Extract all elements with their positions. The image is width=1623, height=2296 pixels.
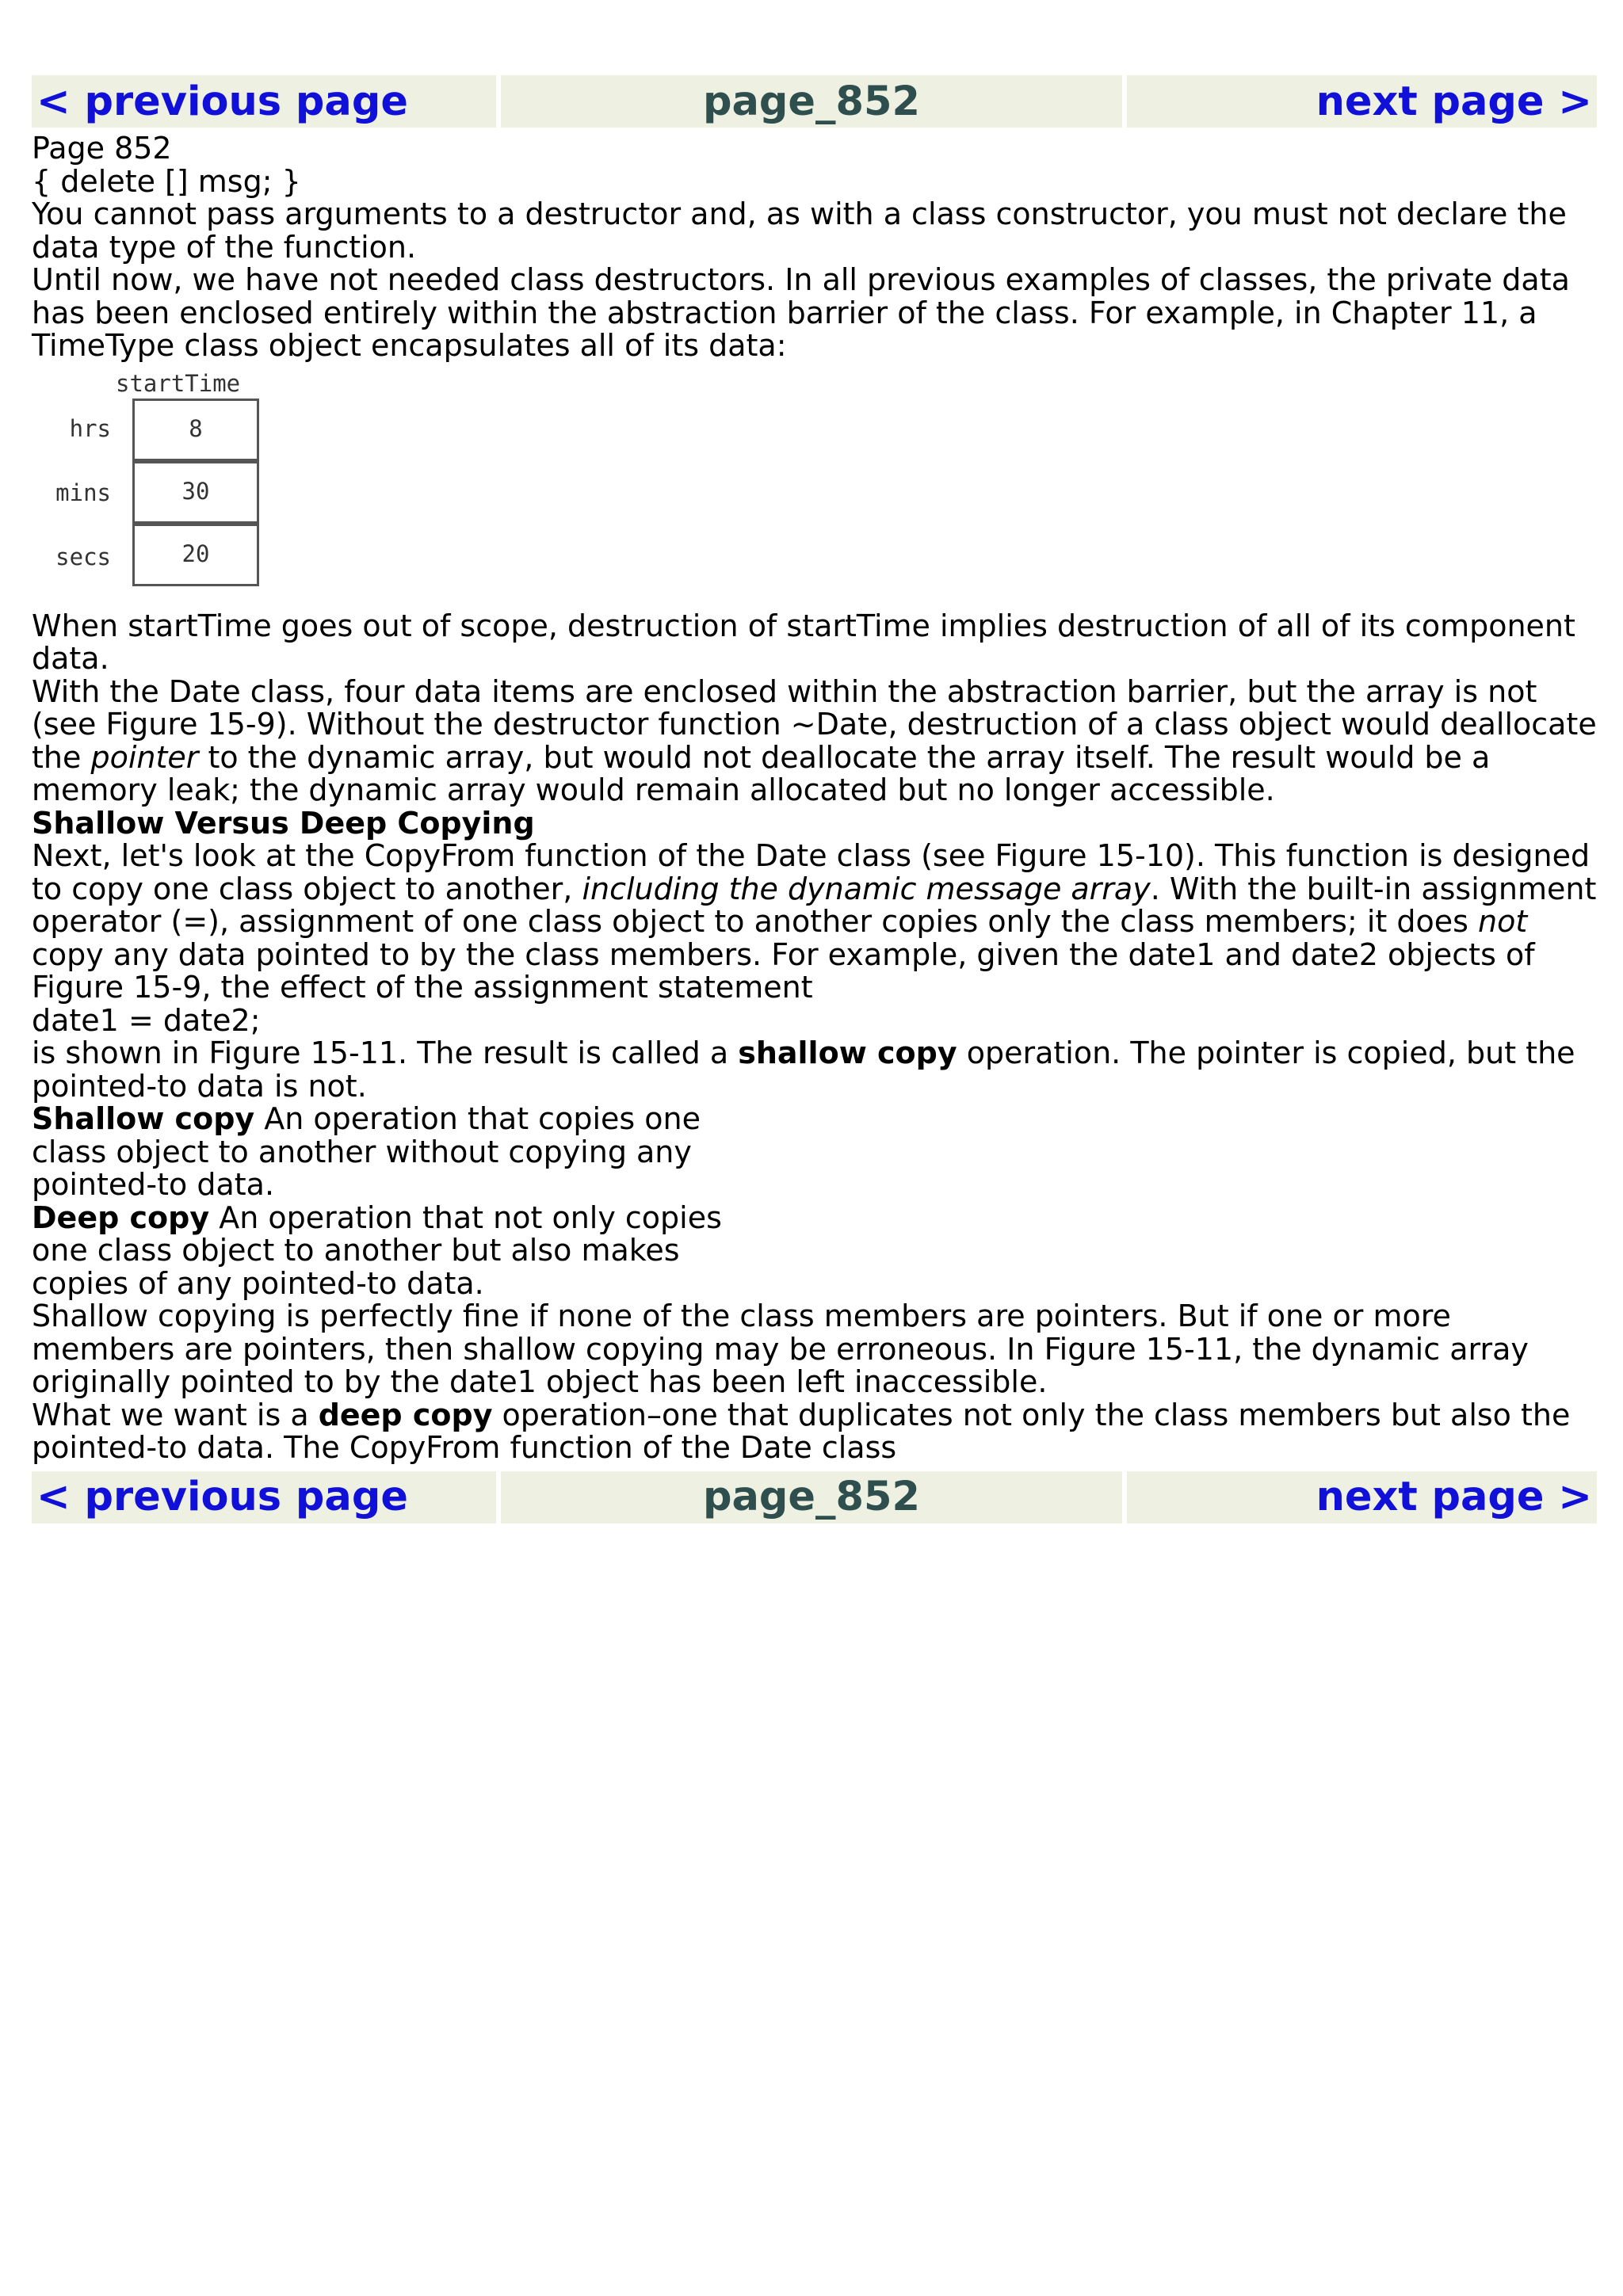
figure-label-secs: secs	[55, 543, 111, 570]
def1-term: Shallow copy	[32, 1101, 255, 1136]
page-content	[32, 132, 1597, 1465]
code-destructor: { delete [] msg; }	[32, 163, 301, 199]
figure-box-hrs	[132, 399, 259, 461]
top-previous-page-link[interactable]: < previous page	[36, 78, 408, 125]
paragraph-copyfrom	[32, 840, 1597, 1005]
def2-text: An operation that not only copies one class object to another but also makes copies of any pointed-to data.	[32, 1199, 722, 1301]
bottom-page-title: page_852	[703, 1474, 920, 1520]
top-page-title-cell	[501, 75, 1122, 128]
paragraph-date-class	[32, 673, 1597, 807]
bottom-next-cell	[1127, 1471, 1597, 1524]
figure-value-secs: 20	[181, 540, 210, 568]
para4-text-b: to the dynamic array, but would not deallocate the array itself. The result would be a memory leak; the dynamic array would remain allocated but no longer accessible.	[32, 739, 1491, 807]
figure-box-secs	[132, 524, 259, 586]
paragraph-deep-copy	[32, 1399, 1597, 1465]
bottom-prev-cell	[32, 1471, 496, 1524]
paragraph-out-of-scope: When startTime goes out of scope, destruction of startTime implies destruction of all of its component data.	[32, 608, 1575, 676]
page-number: Page 852	[32, 131, 172, 166]
para8-text-c: operation–one that duplicates not only the class members but also the pointed-to data. The CopyFrom function of the Date class	[32, 1397, 1571, 1465]
bottom-page-title-cell	[501, 1471, 1122, 1524]
bottom-previous-page-link[interactable]: < previous page	[36, 1474, 408, 1520]
para5-emphasis-not: not	[1478, 904, 1528, 939]
page-container	[32, 75, 1597, 1524]
paragraph-shallow-fine: Shallow copying is perfectly fine if none of the class members are pointers. But if one or more members are pointers, then shallow copying may be erroneous. In Figure 15-11, the dynamic array originally pointed to by the date1 object has been left inaccessible.	[32, 1299, 1529, 1399]
figure-box-mins	[132, 461, 259, 524]
para5-emphasis: including the dynamic message array	[582, 871, 1151, 906]
figure-value-mins: 30	[181, 478, 210, 505]
definition-deep-copy	[32, 1199, 777, 1301]
para5-text-a: Next, let's look at the CopyFrom function of the Date class (see Figure 15-10). This function is designed to copy one class object to another,	[32, 838, 1591, 906]
para6-text-a: is shown in Figure 15-11. The result is called a	[32, 1035, 739, 1070]
para6-bold: shallow copy	[738, 1035, 957, 1070]
top-prev-cell	[32, 75, 496, 128]
para4-text-a: With the Date class, four data items are enclosed within the abstraction barrier, but the array is not (see Figure 15-9). Without the destructor function ~Date, destruction of a class object would deallocate the	[32, 673, 1597, 775]
figure-title: startTime	[116, 369, 241, 397]
def2-term: Deep copy	[32, 1199, 210, 1235]
bottom-next-page-link[interactable]: next page >	[1316, 1474, 1592, 1520]
figure-label-hrs: hrs	[69, 414, 111, 442]
para8-text-a: What we want is a	[32, 1397, 319, 1432]
starttime-figure	[32, 363, 349, 610]
code-assignment: date1 = date2;	[32, 1002, 261, 1038]
section-heading: Shallow Versus Deep Copying	[32, 805, 535, 841]
paragraph-no-destructors: Until now, we have not needed class destructors. In all previous examples of classes, the private data has been enclosed entirely within the abstraction barrier of the class. For example, in Chapter 11, a TimeType class object encapsulates all of its data:	[32, 262, 1570, 363]
para4-emphasis: pointer	[90, 739, 199, 775]
definition-shallow-copy	[32, 1103, 777, 1202]
figure-value-hrs: 8	[189, 415, 203, 443]
para8-bold: deep copy	[318, 1397, 493, 1432]
top-page-title: page_852	[703, 78, 920, 125]
para5-text-c: copy any data pointed to by the class members. For example, given the date1 and date2 objects of Figure 15-9, the effect of the assignment statement	[32, 936, 1535, 1005]
para5-text-b: . With the built-in assignment operator (=), assignment of one class object to another copies only the class members; it does	[32, 871, 1597, 939]
top-next-cell	[1127, 75, 1597, 128]
para6-text-c: operation. The pointer is copied, but the pointed-to data is not.	[32, 1035, 1575, 1104]
top-next-page-link[interactable]: next page >	[1316, 78, 1592, 125]
paragraph-shallow-result	[32, 1037, 1597, 1103]
figure-label-mins: mins	[55, 479, 111, 506]
bottom-navbar	[32, 1471, 1597, 1524]
top-navbar	[32, 75, 1597, 128]
paragraph-destructor-args: You cannot pass arguments to a destructor and, as with a class constructor, you must not declare the data type of the function.	[32, 196, 1567, 265]
def1-text: An operation that copies one class object to another without copying any pointed-to data.	[32, 1101, 701, 1202]
